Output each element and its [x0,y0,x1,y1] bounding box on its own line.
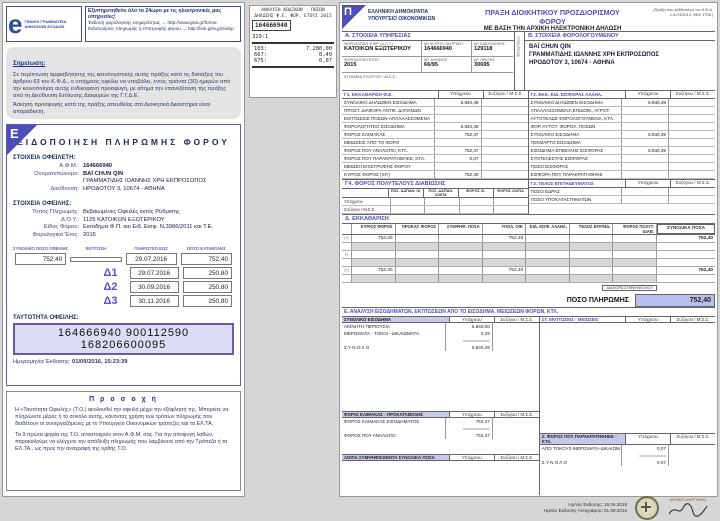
due-date: 29.07.2016 [130,267,179,279]
table-row: ========== [342,337,539,344]
total-due-value: 752,40 [15,253,66,265]
note-paragraph-1: Σε περίπτωση αμφισβήτησης της καταλογιστικής αυτής πράξης κατά τις διατάξεις του άρθρου 63 του Κ.Φ.Δ., ο υπόχρεος οφείλει να υποβάλει, εντός τριάντα (30) ημερών από την κοινοποίηση αυτής ενδικοφανή προσφυγή, με αίτημα την επανεξέταση της πράξης από τη Διεύθυνση Επίλυσης Διαφορών της Γ.Γ.Δ.Ε. [13,72,231,99]
assessment-footer [342,495,715,521]
table-row: ΦΟΡΟΣ ΚΛΙΜΑΚΑΣ 752,47 [342,131,528,139]
section-b-title: Β. ΣΤΟΙΧΕΙΑ ΦΟΡΟΛΟΓΟΥΜΕΝΟΥ [525,32,715,41]
scale-taxes-title: ΦΟΡΟΙ ΚΛΙΜΑΚΑΣ - ΠΡΟΚΑΤΑΒΟΛΗΣ [342,412,449,417]
col-total-due: ΣΥΝΟΛΙΚΟ ΠΟΣΟ ΟΦΕΙΛΗΣ [13,246,69,251]
e-services-link-1: Έκδοση φορολογικής ενημερότητας → http://www.gsis.gr/forma [88,20,217,25]
table-row: ΕΚΠΤΩΣΕΙΣ ΠΟΣΩΝ-ΑΠΑΛΛΑΣΣΟΜΕΝΑ [342,115,528,123]
code: 675: [254,58,267,64]
assessment-title-line1: ΠΡΑΞΗ ΔΙΟΙΚΗΤΙΚΟΥ ΠΡΟΣΔΙΟΡΙΣΜΟΥ ΦΟΡΟΥ [485,8,620,26]
section-g2 [529,91,716,179]
payment-amount-value: 752,40 [635,294,715,307]
taxpayer-name: ΒΑΪ CHUN QIN [529,44,571,50]
table-row [342,275,715,283]
table-row: ΑΠΑΛΛΑΣΣΟΜΕΝΑ ΕΠΙΔΟΜ., ΑΓΡΟΤ. [529,107,716,115]
table-row: Σ Υ Ν Ο Λ Ο 0,07 [540,459,715,466]
pi-corner-icon: Π [342,5,366,29]
payment-type-label: Τύπος Πληρωμής: [32,209,79,215]
due-date: 30.11.2016 [130,295,179,307]
tax-assessment-page [339,2,718,513]
left-page-header [6,6,241,42]
issue-date-label: Ημερομηνία Έκδοσης: [13,359,71,365]
table-row [13,295,234,307]
installment-2-label: Δ2 [103,281,118,293]
income-rows [342,323,539,412]
tax-kind-value: Εισόδημα Φ.Π. και Ειδ. Εισφ. Ν.3986/2011 και Τ.Ε. [83,224,214,230]
note-title: Σημείωση: [13,60,46,67]
g2-title: Γ2. ΕΚΚ. ΕΙΔ. ΕΙΣΦΟΡΑΣ ΑΛΛΗΛ. [530,92,603,97]
table-row [13,281,234,293]
attention-title: Π ρ ο σ ο χ ή [89,396,158,403]
ministry-of-finance: ΥΠΟΥΡΓΕΙΟ ΟΙΚΟΝΟΜΙΚΩΝ [368,15,436,22]
signature-icon [667,502,709,518]
tax-year-value: 2015 [83,231,96,238]
table-row: ΣΥΝΟΛΙΚΟ ΕΙΣΟΔΗΜΑ 6.840,49 [529,131,716,139]
table-row [342,259,715,267]
issue-date-value: 01/09/2016, 15:23:39 [72,359,128,365]
table-row: ========== [540,452,715,459]
table-row: ΦΟΡΟΣ ΠΟΥ ΑΝΑΛΟΓΕΙ, ΚΤΛ. 752,47 [342,147,528,155]
doy-row [7,217,240,225]
table-row: (-) [342,251,715,259]
divider [252,66,334,68]
analysis-left-column: ΣΥΝΟΛΙΚΟ ΕΙΣΟΔΗΜΑ Υπόχρεου Συζύγου / Μ.Σ.Σ. ΑΚΙΝΗΤΗ ΠΕΡΙΟΥΣΙΑ 6.840,00 ΜΕΡΙΣΜΑΤΑ - ΤΟΚΟΙ - ΔΙΚΑΙΩΜΑΤΑ 0,49 ========== Σ Υ Ν Ο Λ Ο 6.840,49 ΦΟΡΟΙ ΚΛΙΜΑΚΑΣ - ΠΡΟΚΑΤΑΒΟΛΗΣ Υπόχρεου Συζύγου / Μ.Σ.Σ. ΦΟΡΟΣ ΚΛΙΜΑΚΑΣ ΕΙΣΟΔΗΜΑΤΟΣ 752,47 ========== ΦΟΡΟΣ ΠΟΥ ΑΝΑΛΟΓΕΙ 752,47 ΛΟΙΠΑ ΣΥΜΨΗΦΙΣΘΕΝΤΑ ΣΥΝΟΛΙΚΑ ΠΟΣΑ Υπόχρεου Συζύγου / Μ.Σ.Σ. [342,317,540,495]
deductions-empty-area [540,323,715,434]
signature-block [667,498,709,518]
offset-difference-label: ΔΙΑΦΟΡΑ ΣΥΜΨΗΦΙΣΜΟΥ [602,285,657,291]
gsis-org-name: ΓΕΝΙΚΗ ΓΡΑΜΜΑΤΕΙΑ ΔΗΜΟΣΙΩΝ ΕΣΟΔΩΝ [24,19,67,29]
debt-id-title: ΤΑΥΤΟΤΗΤΑ ΟΦΕΙΛΗΣ: [13,315,79,321]
g3-row-seat: ΠΟΣΟ ΕΔΡΑΣ [529,188,716,196]
divider [252,42,334,44]
table-row: ΣΥΝΟΛΙΚΟ ΔΗΛΩΘΕΝ ΕΙΣΟΔΗΜΑ 6.840,49 [529,99,716,107]
table-row: ΠΟΣΟ ΕΙΣΦΟΡΑΣ [529,163,716,171]
g1-col-self: Υπόχρεου [438,91,483,98]
table-row: Σ Υ Ν Ο Λ Ο 6.840,49 [342,344,539,351]
e-services-banner [85,6,241,42]
legal-basis-note: (Πράξη που εκδίδεται με τον Κ.Φ.Δ. ν.4174/2013, ΦΕΚ 170Α') [653,8,713,17]
code: 667: [254,52,267,58]
withheld-title: Ζ. ΦΟΡΟΣ ΠΟΥ ΠΑΡΑΚΡΑΤΗΘΗΚΕ - ΚΤΛ. [540,434,625,444]
section-g3: Γ3. ΤΕΛΟΣ ΕΠΙΤΗΔΕΥΜΑΤΟΣ Υπόχρεου Συζύγου / Μ.Σ.Σ. ΠΟΣΟ ΕΔΡΑΣ ΠΟΣΟ ΥΠΟΚΑΤΑΣΤΗΜΑΤΩΝ [529,180,716,214]
receipt-title-2: ΔΗΛΩΣΗΣ Φ.Ε. ΦΟΡ. ΕΤΟΥΣ 2015 [254,13,332,19]
table-row: ΚΥΡΙΟΣ ΦΟΡΟΣ (ΧΡ.) 752,40 [342,171,528,179]
installment-3-label: Δ3 [103,295,118,307]
table-row: ΦΟΡΟΛΟΓΗΤΕΟ ΕΙΣΟΔΗΜΑ 6.840,49 [342,123,528,131]
gsis-logo-icon: e [8,9,23,39]
attention-paragraph-2: Τα 9 πρώτα ψηφία της Τ.Ο. αντιστοιχούν στον Α.Φ.Μ. σας. Για την αποφυγή λαθών, παρακαλούμε να ελέγχετε την απόδειξη πληρωμής που λαμβάνετε από την Τράπεζα ή τα ΕΛ.ΤΑ., ως προς την αναγραφή της ορθής Τ.Ο. [15,432,228,452]
hellenic-republic: ΕΛΛΗΝΙΚΗ ΔΗΜΟΚΡΑΤΙΑ [368,9,429,15]
issue-dates [544,502,627,514]
pay-amount: 752,40 [181,253,232,265]
representative-value: ΓΡΑΜΜΑΤΙΔΗΣ ΙΩΑΝΝΗΣ ΧΡΗ ΕΚΠΡΟΣΩΠΟΣ [83,178,207,184]
doy-cell: ΦΟΡΟΛΟΓΙΚΗ ΥΠΗΡ. (Δ.Ο.Υ.) ΚΑΤΟΙΚΩΝ ΕΞΩΤΕΡΙΚΟΥ [342,41,422,57]
service-and-taxpayer-band [342,32,715,91]
assessment-header [342,5,715,32]
service-grid [342,41,514,73]
notice-title: ΕΙΔΟΠΟΙΗΣΗ ΠΛΗΡΩΜΗΣ ΦΟΡΟΥ [17,137,230,147]
afm-row [7,163,240,171]
table-row: ΦΟΡΟΣ ΚΛΙΜΑΚΑΣ ΕΙΣΟΔΗΜΑΤΟΣ 752,47 [342,418,539,425]
section-a-title: Α. ΣΤΟΙΧΕΙΑ ΥΠΗΡΕΣΙΑΣ [342,32,514,41]
name-label: Ονοματεπώνυμο: [34,170,79,177]
g3-title: Γ3. ΤΕΛΟΣ ΕΠΙΤΗΔΕΥΜΑΤΟΣ [530,181,594,186]
table-row: ΜΕΙΩΣΗ ΕΠΙΣΤΡΟΦΗΣ ΦΟΡΟΥ [342,163,528,171]
receipt-title-1: ΑΝΑΛΥΣΗ ΚΩΔΙΚΩΝ - ΠΟΣΩΝ [261,8,325,13]
e-services-headline: Εξυπηρετηθείτε όλο το 24ωρο με τις ηλεκτρονικές μας υπηρεσίες! [88,8,222,20]
g4-g3-band [342,180,715,215]
pay-amount: 250,80 [183,267,232,279]
afm-cell: ΑΡ. ΦΟΡΟΛ. ΜΗΤΡΩΟΥ 164666940 [422,41,472,57]
afm-label: Α.Φ.Μ.: [59,163,79,169]
codes-analysis-strip [249,5,337,98]
payment-amount-label: ΠΟΣΟ ΠΛΗΡΩΜΗΣ [566,296,629,304]
installments-table-header [13,246,234,251]
g2-rows [529,99,716,179]
code: 103: [254,46,267,52]
amount: 0,49 [319,52,332,58]
table-row: ΜΕΙΩΣΕΙΣ ΑΠΟ ΤΟ ΦΟΡΟ [342,139,528,147]
g1-title: Γ1. ΕΚΚΑΘΑΡΙΣΗ Φ.Ε. [344,92,393,97]
receipt-code-row [252,58,334,64]
analysis-band [342,317,715,495]
doy-value: 1125 ΚΑΤΟΙΚΩΝ ΕΞΩΤΕΡΙΚΟΥ [83,216,165,223]
table-row: ΕΙΣΟΔΗΜΑ ΕΠΙΒΟΛΗΣ ΕΙΣΦΟΡΑΣ 6.840,49 [529,147,716,155]
g2-col-self: Υπόχρεου [625,91,670,98]
assessment-title [478,5,627,31]
analysis-right-column: ΣΤ. ΕΚΠΤΩΣΕΙΣ - ΜΕΙΩΣΕΙΣ Υπόχρεου Συζύγου / Μ.Σ.Σ. Ζ. ΦΟΡΟΣ ΠΟΥ ΠΑΡΑΚΡΑΤΗΘΗΚΕ - ΚΤΛ. Υπόχρεου Συζύγου / Μ.Σ.Σ. ΑΠΟ ΤΟΚΟΥΣ-ΜΕΡΙΣΜΑΤΑ-ΔΙΚΑΙΩΜ. 0,07 ========== Σ Υ Ν Ο Λ Ο 0,07 [540,317,715,495]
tax-kind-row [7,224,240,232]
clearance-header: ΚΥΡΙΟΣ ΦΟΡΟΣ ΠΡΟΚΑΤ. ΦΟΡΟΣ ΣΥΜΨΗΦ. ΠΟΣΑ ΥΠΟΛ. ΟΦ. ΕΙΔ. ΕΙΣΦ. ΑΛΛΗΛ. ΤΕΛΟΣ ΕΠΙΤΗΔ. ΦΟΡΟΣ ΠΟΛΥΤ. ΔΙΑΒ. ΣΥΝΟΛΙΚΑ ΠΟΣΑ [342,224,715,235]
tax-year-row [7,232,240,240]
table-row: ΑΠΟ ΤΟΚΟΥΣ-ΜΕΡΙΣΜΑΤΑ-ΔΙΚΑΙΩΜ. 0,07 [540,445,715,452]
section-g1 [342,91,529,179]
table-row: ΜΕΡΙΣΜΑΤΑ - ΤΟΚΟΙ - ΔΙΚΑΙΩΜΑΤΑ 0,49 [342,330,539,337]
section-b-taxpayer [525,32,715,90]
income-table-title: ΣΥΝΟΛΙΚΟ ΕΙΣΟΔΗΜΑ [342,317,449,322]
notice-number-cell: ΑΡ. ΕΙΔΟΠΟΙΗΣΗΣ 129118 [472,41,513,57]
afm-value: 164666940 [83,163,113,169]
debt-section-title: ΣΤΟΙΧΕΙΑ ΟΦΕΙΛΗΣ: [13,201,72,207]
table-row [13,253,234,265]
totals-column-header: ΣΥΝΟΛΙΚΑ ΠΟΣΑ [657,224,715,234]
amount: 7.280,00 [306,46,332,52]
name-value: ΒΑΪ CHUN QIN [83,170,124,177]
issue-date-row [13,359,240,365]
address-label: Διεύθυνση: [50,185,79,192]
g1-g2-band [342,91,715,180]
attention-box [6,391,241,491]
epsilon-corner-icon: Ε [7,125,37,155]
attention-paragraph-1: Η «Ταυτότητα Οφειλής» (Τ.Ο.) ακολουθεί την οφειλή μέχρι την εξόφλησή της. Μπορείτε να πληρώνετε μέρος ή το σύνολο αυτής, κάνοντας χρήση των τρόπων πληρωμής που διαθέτουν οι συνεργαζόμενες με το Υπουργείο Οικονομικών τράπεζες και τα ΕΛ.ΤΑ. [15,407,229,427]
table-row: ΣΥΝΟΛΙΚΟ ΔΗΛΩΘΕΝ ΕΙΣΟΔΗΜΑ 6.840,49 [342,99,528,107]
address-row [7,186,240,194]
tax-kind-label: Είδος Φόρου: [43,224,79,230]
misc-offsets-title: ΛΟΙΠΑ ΣΥΜΨΗΦΙΣΘΕΝΤΑ ΣΥΝΟΛΙΚΑ ΠΟΣΑ [342,455,449,460]
receipt-codes-list [252,46,334,64]
table-row: ΠΡΟΣΤ. ΔΙΑΦΟΡΑ ΑΝΤΙΚ. ΔΑΠΑΝΩΝ [342,107,528,115]
g4-title: Γ4. ΦΟΡΟΣ ΠΟΛΥΤΕΛΟΥΣ ΔΙΑΒΙΩΣΗΣ [342,180,528,189]
col-payable-until: ΠΛΗΡΩΤΕΟ ΕΩΣ [134,246,168,251]
payment-type-value: Βεβαιωμένες Οφειλές εκτός Ρύθμισης [83,209,180,215]
obligor-vertical-label: ΥΠΟΧΡΕΟΣ [515,32,525,90]
section-a-service [342,32,515,90]
name-row [7,171,240,179]
representative-row [7,178,240,186]
act-number-cell: ΑΡ. ΠΡΑΞΗΣ 30695 [472,57,513,73]
table-row: ΦΟΡ. ΑΥΤΟΤ. ΦΟΡΟΛ. ΠΟΣΩΝ [529,123,716,131]
debtor-section-title: ΣΤΟΙΧΕΙΑ ΟΦΕΙΛΕΤΗ: [13,155,76,161]
table-row [342,243,715,251]
amount: 0,07 [319,58,332,64]
payment-notice-page [2,2,245,497]
table-row: ΑΥΤΟΤΕΛΩΣ ΦΟΡΟΛΟΓΟΥΜΕΝΑ, ΚΤΛ. [529,115,716,123]
table-row: (=) 752,40 752,40 752,40 [342,267,715,275]
table-row: ========== [342,425,539,432]
table-row: ΦΟΡΟΣ ΠΟΥ ΠΑΡΑΚΡΑΤΗΘΗΚΕ, ΚΤΛ. 0,07 [342,155,528,163]
debt-id-value: 164666940 900112590 168206600095 [13,323,234,355]
discount-value [70,257,121,262]
spouse-details-label: ΣΤΟΙΧΕΙΑ ΣΥΖΥΓΟΥ / Μ.Σ.Σ.: [344,74,398,79]
section-e-title: Ε. ΑΝΑΛΥΣΗ ΕΙΣΟΔΗΜΑΤΩΝ, ΕΚΠΤΩΣΕΩΝ ΑΠΟ ΤΟ ΕΙΣΟΔΗΜΑ, ΜΕΙΩΣΕΩΝ ΦΟΡΩΝ, ΚΤΛ. [342,308,715,317]
clearance-title: Δ. ΕΚΚΑΘΑΡΙΣΗ [342,215,715,224]
table-row: ΣΥΝΤΕΛΕΣΤΗΣ ΕΙΣΦΟΡΑΣ [529,155,716,163]
table-row [13,267,234,279]
misc-offsets-empty-area [342,461,539,489]
receipt-code-319: 319:1 [252,34,269,40]
address-value: ΗΡΟΔΟΤΟΥ 3, 10674 - ΑΘΗΝΑ [83,185,165,192]
tax-year-label: Φορολογικό Έτος: [32,231,79,238]
declaration-number-cell: ΑΡ. ΔΗΛΩΣΗΣ 66/95 [422,57,472,73]
gsis-logo [6,6,82,42]
note-paragraph-2: Άσκηση προσφυγής κατά της πράξης απευθείας στα Διοικητικά Δικαστήρια είναι απαράδεκτη. [13,102,211,115]
g1-rows [342,99,528,179]
g1-col-spouse: Συζύγου / Μ.Σ.Σ. [483,91,528,98]
col-discount: ΕΚΠΤΩΣΗ [85,246,106,251]
clearance-rows [342,235,715,283]
table-row: ΦΟΡΟΣ ΠΟΥ ΑΝΑΛΟΓΕΙ 752,47 [342,432,539,439]
table-row: ΑΚΙΝΗΤΗ ΠΕΡΙΟΥΣΙΑ 6.840,00 [342,323,539,330]
section-d-clearance [342,215,715,308]
table-row: ΤΕΚΜΑΡΤΟ ΕΙΣΟΔΗΜΑ [529,139,716,147]
col-amount: ΠΟΣΟ ΚΑΤΑΒΟΛΗΣ [187,246,226,251]
scale-taxes-rows [342,418,539,455]
copy-issue-date: Ημ/νία Έκδοσης Αντιγράφου: 01.09.2016 [543,508,627,513]
tax-year-cell: ΦΟΡΟΛΟΓΙΚΟ ΕΤΟΣ 2015 [342,57,422,73]
installments-table [13,246,234,307]
due-date: 30.09.2016 [130,281,179,293]
deductions-title: ΣΤ. ΕΚΠΤΩΣΕΙΣ - ΜΕΙΩΣΕΙΣ [540,317,625,322]
pay-amount: 250,80 [183,281,232,293]
appeal-note-box [6,47,241,119]
payment-type-row [7,209,240,217]
receipt-afm: 164666940 [252,20,291,31]
taxpayer-address: ΗΡΟΔΟΤΟΥ 3, 10674 - ΑΘΗΝΑ [529,60,615,66]
g3-row-branches: ΠΟΣΟ ΥΠΟΚΑΤΑΣΤΗΜΑΤΩΝ [529,196,716,204]
withheld-rows [540,445,715,495]
signature-caption: ΑΚΡΙΒΕΣ ΑΝΤΙΓΡΑΦΟ [669,498,707,502]
installment-1-label: Δ1 [103,267,118,279]
issue-date: Ημ/νία Έκδοσης: 15.06.2016 [568,502,627,507]
payment-amount-row [342,293,715,308]
due-date: 29.07.2016 [126,253,177,265]
g4-row-self: Υπόχρεου [342,198,528,206]
payment-notice-box [6,124,241,386]
table-row: ΕΙΣΦΟΡΑ ΠΟΥ ΠΑΡΑΚΡΑΤΗΘΗΚΕ [529,171,716,179]
table-row: (+) 752,40 752,40 752,40 [342,235,715,243]
official-seal-icon [635,496,659,520]
section-g4: Γ4. ΦΟΡΟΣ ΠΟΛΥΤΕΛΟΥΣ ΔΙΑΒΙΩΣΗΣ ΠΟΣ. ΔΑΠΑΝ. ΙΧ. ΠΟΣ. ΔΑΠΑΝ. ΛΟΙΠΑ ΦΟΡΟΣ ΙΧ. ΦΟΡΟΣ ΛΟΙΠΑ Υπόχρεου Συζύγου / Μ.Σ.Σ. [342,180,529,214]
pay-amount: 250,80 [183,295,232,307]
g2-col-spouse: Συζύγου / Μ.Σ.Σ. [670,91,715,98]
doy-label: Δ.Ο.Υ.: [61,216,79,223]
g4-row-spouse: Συζύγου / Μ.Σ.Σ. [342,206,528,214]
e-services-link-2: Ειδοποιήσεις πληρωμής ή επιστροφής φόρου → http://link.gsis.gr/eidop [88,26,234,31]
taxpayer-details [525,41,715,69]
assessment-title-line2: ΜΕ ΒΑΣΗ ΤΗΝ ΑΡΧΙΚΗ ΗΛΕΚΤΡΟΝΙΚΗ ΔΗΛΩΣΗ [483,26,622,32]
taxpayer-representative: ΓΡΑΜΜΑΤΙΔΗΣ ΙΩΑΝΝΗΣ ΧΡΗ ΕΚΠΡΟΣΩΠΟΣ [529,52,660,58]
